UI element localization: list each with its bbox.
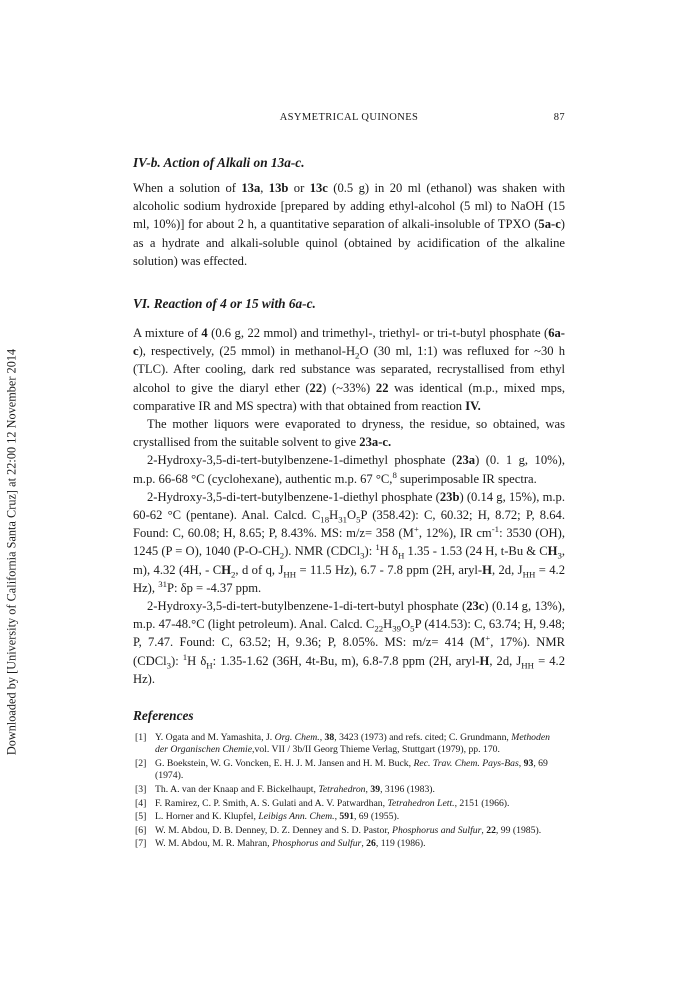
reference-item: [6] W. M. Abdou, D. B. Denney, D. Z. Denney and S. D. Pastor, Phosphorus and Sulfur, 22, 99 (1985). bbox=[135, 824, 542, 836]
paragraph-vi-2: The mother liquors were evaporated to dryness, the residue, so obtained, was crystallised from the suitable solvent to give 23a-c. bbox=[133, 417, 565, 450]
reference-item: [5] L. Horner and K. Klupfel, Leibigs Ann. Chem., 591, 69 (1955). bbox=[135, 811, 400, 823]
references-heading: References bbox=[133, 708, 194, 724]
reference-item: [7] W. M. Abdou, M. R. Mahran, Phosphorus and Sulfur, 26, 119 (1986). bbox=[135, 838, 426, 850]
running-head bbox=[133, 112, 565, 128]
running-title: ASYMETRICAL QUINONES bbox=[279, 112, 419, 123]
reference-item: [4] F. Ramirez, C. P. Smith, A. S. Gulati and A. V. Patwardhan, Tetrahedron Lett., 2151 (1966). bbox=[135, 797, 510, 809]
page-number: 87 bbox=[553, 112, 565, 123]
paragraph-vi-4: 2-Hydroxy-3,5-di-tert-butylbenzene-1-diethyl phosphate (23b) (0.14 g, 15%), m.p. 60-62 °C (pentane). Anal. Calcd. $C_{18}H_{31}O_5P$ (358.42): C, 60.32; H, 8.72; P, 8.64. Found: C, 60.08; H, 8.65; P, 8.43%. MS: m/z= 358 (M+, 12%), IR $cm^{-1}$: 3530 (OH), 1245 (P = O), 1040 $(P-O-CH_2)$. NMR (CDCl$_3$): $^1$H $\delta_H$ 1.35 - 1.53 (24 H, t-Bu & $CH_3$, m), 4.32 (4H, - $CH_2$, d of q, $J_{HH} = 11.5$ Hz), 6.7 - 7.8 ppm (2H, aryl-H, 2d, $J_{HH} = 4.2$ Hz), $^{31}$P: δp = -4.37 ppm. bbox=[133, 489, 566, 595]
paragraph-vi-3: 2-Hydroxy-3,5-di-tert-butylbenzene-1-dimethyl phosphate (23a) (0. 1 g, 10%), m.p. 66-68 °C (cyclohexane), authentic m.p. 67 °C,$^8$ superimposable IR spectra. bbox=[133, 453, 565, 486]
paragraph-vi-1: A mixture of 4 (0.6 g, 22 mmol) and trimethyl-, triethyl- or tri-t-butyl phosphate (6a-c), respectively, (25 mmol) in methanol-$H_2O$ (30 ml, 1:1) was refluxed for ~30 h (TLC). After cooling, dark red substance was separated, recrystallised from ethyl alcohol to give the diaryl ether (22) (~33%) 22 was identical (m.p., mixed mps, comparative IR and MS spectra) with that obtained from reaction IV. bbox=[133, 326, 565, 413]
reference-item: [2] G. Boekstein, W. G. Voncken, E. H. J. M. Jansen and H. M. Buck, Rec. Trav. Chem. Pays-Bas, 93, 69 (1974). bbox=[135, 758, 548, 782]
paragraph-ivb: When a solution of 13a, 13b or 13c (0.5 g) in 20 ml (ethanol) was shaken with alcoholic sodium hydroxide [prepared by adding ethyl-alcohol (5 ml) to NaOH (15 ml, 10%)] for about 2 h, a quantitative separation of alkali-insoluble of TPXO (5a-c) as a hydrate and alkali-soluble quinol (obtained by acidification of the alkaline solution) was effected. bbox=[133, 181, 565, 268]
section-heading-ivb: IV-b. Action of Alkali on 13a-c. bbox=[133, 155, 305, 170]
reference-item: [1] Y. Ogata and M. Yamashita, J. Org. Chem., 38, 3423 (1973) and refs. cited; C. Grundmann, Methoden der Organischen Chemie,vol. VII / 3b/II Georg Thieme Verlag, Stuttgart (1979), pp. 170. bbox=[135, 732, 551, 756]
paragraph-vi-5: 2-Hydroxy-3,5-di-tert-butylbenzene-1-di-tert-butyl phosphate (23c) (0.14 g, 13%), m.p. 47-48.°C (light petroleum). Anal. Calcd. $C_{22}H_{39}O_5P$ (414.53): C, 63.74; H, 9.48; P, 7.47. Found: C, 63.52; H, 9.36; P, 8.05%. MS: m/z= 414 (M+, 17%). NMR (CDCl$_3$): $^1$H $\delta_H$: 1.35-1.62 (36H, 4t-Bu, m), 6.8-7.8 ppm (2H, aryl-H, 2d, $J_{HH} = 4.2$ Hz). bbox=[133, 599, 566, 686]
reference-item: [3] Th. A. van der Knaap and F. Bickelhaupt, Tetrahedron, 39, 3196 (1983). bbox=[135, 784, 435, 796]
page-content bbox=[133, 112, 565, 852]
download-sidebar bbox=[0, 0, 24, 1008]
section-heading-vi: VI. Reaction of 4 or 15 with 6a-c. bbox=[133, 296, 316, 312]
download-notice: Downloaded by [University of California Santa Cruz] at 22:00 12 November 2014 bbox=[4, 348, 19, 756]
reference-list bbox=[133, 732, 565, 851]
